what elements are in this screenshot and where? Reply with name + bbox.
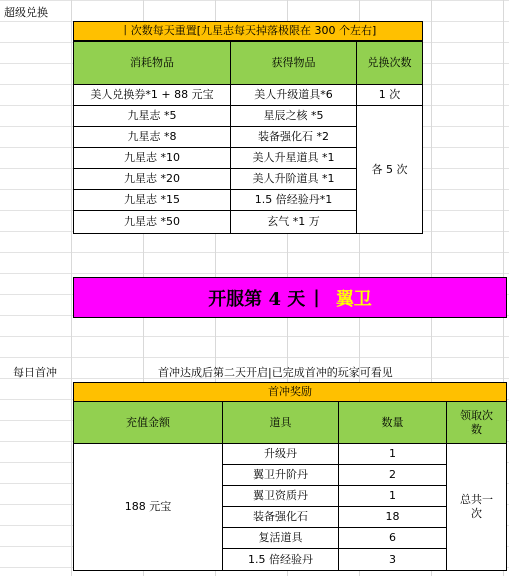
reward-item: 1.5 倍经验丹 — [222, 548, 339, 571]
section-label-super-exchange: 超级兑换 — [4, 6, 48, 19]
row-gain: 1.5 倍经验丹*1 — [230, 189, 357, 211]
reward-qty: 6 — [338, 527, 447, 549]
row-cost: 九星志 *5 — [73, 105, 231, 127]
day4-banner — [73, 277, 507, 318]
first-charge-header: 首冲奖励 — [73, 382, 507, 402]
row-gain: 美人升阶道具 *1 — [230, 168, 357, 190]
merged-times-cell: 各 5 次 — [356, 105, 423, 234]
row-cost: 九星志 *20 — [73, 168, 231, 190]
amount-cell: 188 元宝 — [73, 443, 223, 571]
row-gain: 美人升级道具*6 — [230, 84, 357, 106]
reward-qty: 1 — [338, 443, 447, 465]
reward-item: 翼卫升阶丹 — [222, 464, 339, 486]
col-header-times: 兑换次数 — [356, 41, 423, 85]
row-cost: 九星志 *15 — [73, 189, 231, 211]
claim-times-cell: 总共一次 — [446, 443, 507, 571]
reward-qty: 1 — [338, 485, 447, 507]
col-header-item: 道具 — [222, 401, 339, 444]
reward-item: 装备强化石 — [222, 506, 339, 528]
col-header-cost: 消耗物品 — [73, 41, 231, 85]
col-header-claim: 领取次数 — [446, 401, 507, 444]
first-charge-note: 首冲达成后第二天开启|已完成首冲的玩家可看见 — [158, 366, 393, 379]
reward-qty: 2 — [338, 464, 447, 486]
row-gain: 美人升星道具 *1 — [230, 147, 357, 169]
col-header-gain: 获得物品 — [230, 41, 357, 85]
reward-qty: 3 — [338, 548, 447, 571]
exchange-header-note: 丨次数每天重置[九星志每天掉落极限在 300 个左右] — [73, 21, 423, 41]
banner-separator: | — [313, 287, 320, 308]
banner-title: 开服第 4 天 — [208, 288, 306, 310]
row-cost: 九星志 *10 — [73, 147, 231, 169]
row-cost: 九星志 *50 — [73, 210, 231, 234]
reward-item: 复活道具 — [222, 527, 339, 549]
section-label-daily-first-charge: 每日首冲 — [13, 366, 57, 379]
reward-item: 翼卫资质丹 — [222, 485, 339, 507]
row-gain: 星辰之核 *5 — [230, 105, 357, 127]
col-header-qty: 数量 — [338, 401, 447, 444]
reward-item: 升级丹 — [222, 443, 339, 465]
row-times: 1 次 — [356, 84, 423, 106]
reward-qty: 18 — [338, 506, 447, 528]
row-gain: 玄气 *1 万 — [230, 210, 357, 234]
row-cost: 九星志 *8 — [73, 126, 231, 148]
row-gain: 装备强化石 *2 — [230, 126, 357, 148]
col-header-amount: 充值金额 — [73, 401, 223, 444]
banner-accent-text: 翼卫 — [335, 288, 372, 310]
row-cost: 美人兑换券*1 + 88 元宝 — [73, 84, 231, 106]
